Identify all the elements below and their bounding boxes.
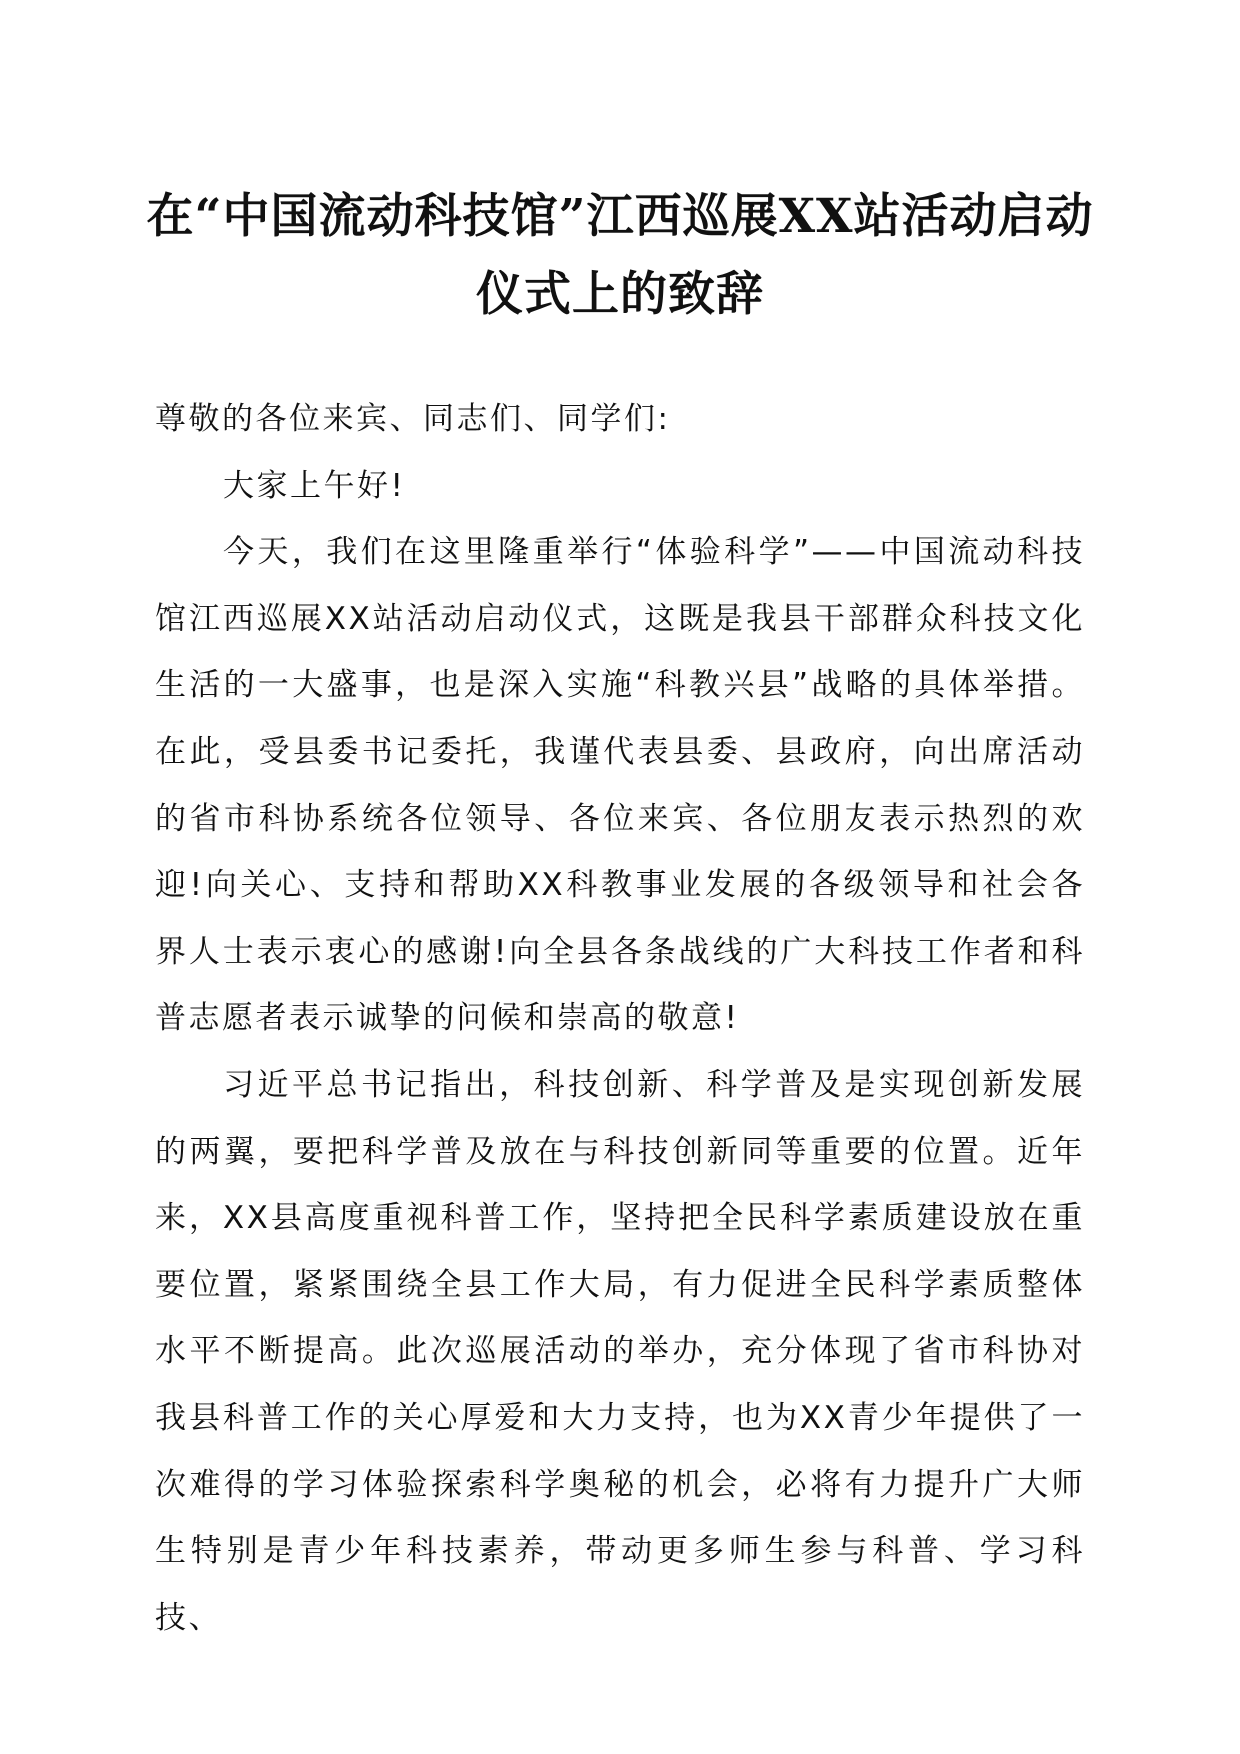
paragraph: 今天，我们在这里隆重举行“体验科学”——中国流动科技馆江西巡展XX站活动启动仪式，这既是我县干部群众科技文化生活的一大盛事，也是深入实施“科教兴县”战略的具体举措。在此，受县委书记委托，我谨代表县委、县政府，向出席活动的省市科协系统各位领导、各位来宾、各位朋友表示热烈的欢迎!向关心、支持和帮助XX科教事业发展的各级领导和社会各界人士表示衷心的感谢!向全县各条战线的广大科技工作者和科普志愿者表示诚挚的问候和崇高的敬意! xyxy=(155,534,1085,1037)
paragraph: 习近平总书记指出，科技创新、科学普及是实现创新发展的两翼，要把科学普及放在与科技创新同等重要的位置。近年来，XX县高度重视科普工作，坚持把全民科学素质建设放在重要位置，紧紧围绕全县工作大局，有力促进全民科学素质整体水平不断提高。此次巡展活动的举办，充分体现了省市科协对我县科普工作的关心厚爱和大力支持，也为XX青少年提供了一次难得的学习体验探索科学奥秘的机会，必将有力提升广大师生特别是青少年科技素养，带动更多师生参与科普、学习科技、 xyxy=(155,1066,1085,1636)
document-body xyxy=(155,386,1085,1651)
greeting: 大家上午好! xyxy=(223,467,406,504)
document-title: 在“中国流动科技馆”江西巡展XX站活动启动仪式上的致辞 xyxy=(146,189,1094,322)
salutation: 尊敬的各位来宾、同志们、同学们: xyxy=(155,401,671,437)
